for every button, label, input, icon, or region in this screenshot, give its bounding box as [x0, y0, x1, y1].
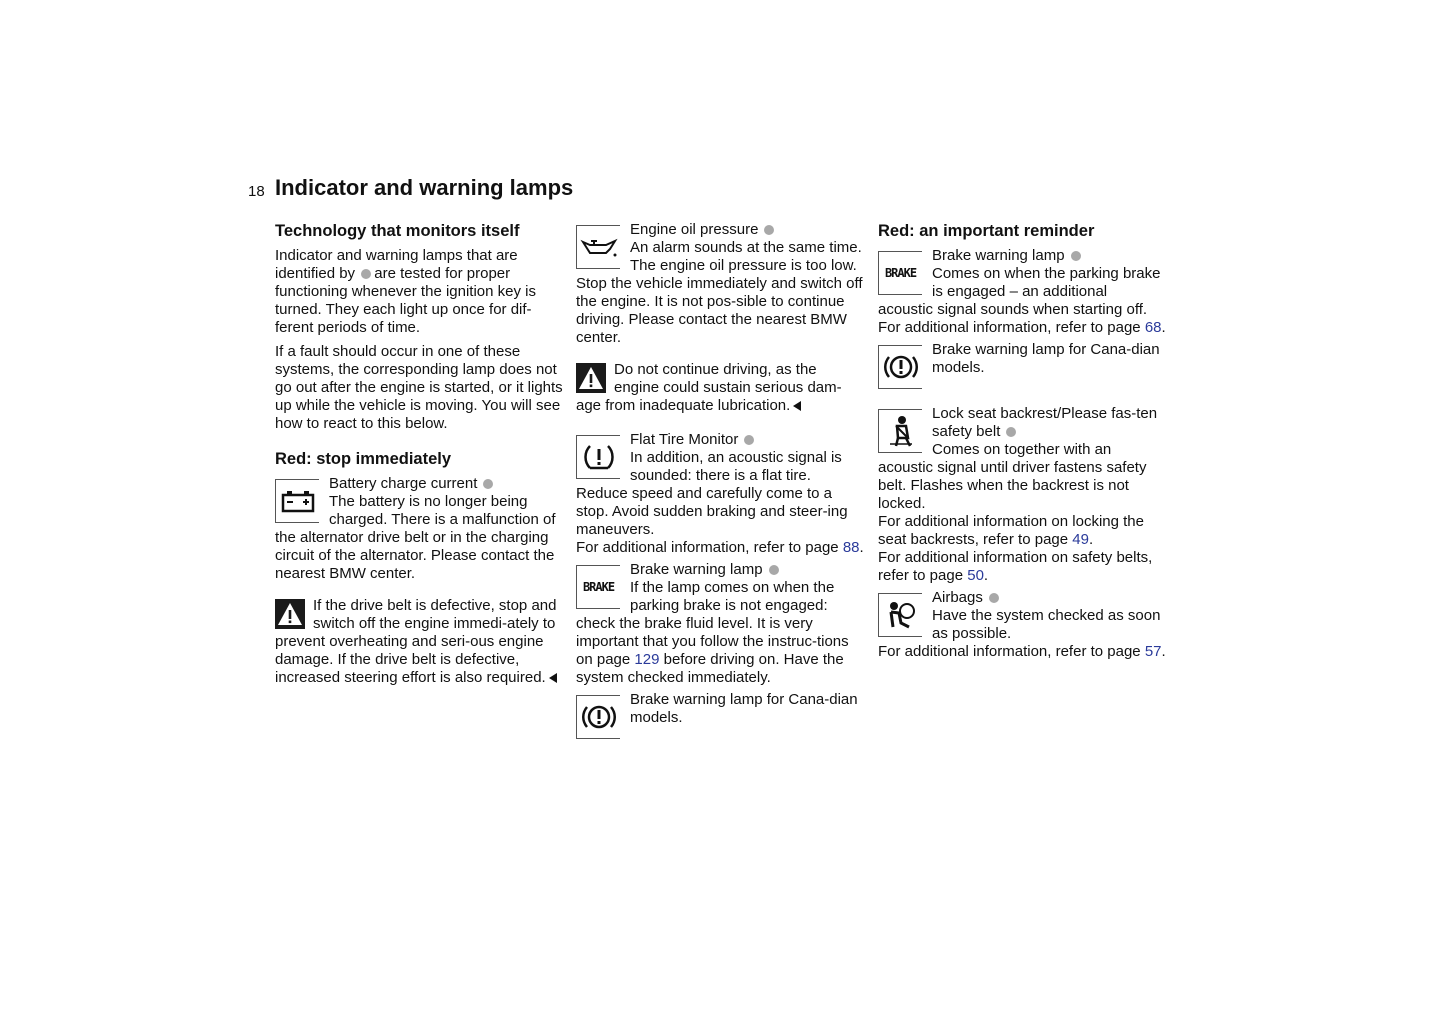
battery-icon [275, 479, 319, 523]
flat-tire-text: In addition, an acoustic signal is sounded: there is a flat tire. Reduce speed and carefully come to a stop. Avoid sudden braking and steer-ing maneuvers. [576, 449, 848, 538]
brake-circle-icon [878, 345, 922, 389]
warning-triangle-icon [275, 599, 305, 629]
brake-reminder-ref: For additional information, refer to page [878, 319, 1141, 336]
brake-word-label: BRAKE [582, 580, 615, 594]
brake-word-icon [878, 251, 922, 295]
tech-paragraph-1 [275, 247, 563, 337]
brake-reminder-entry: BRAKE Brake warning lamp Comes on when the parking brake is engaged – an additional acoustic signal sounds when starting off. For additional information, refer to page 68. [878, 247, 1166, 336]
battery-lamp-entry [275, 475, 563, 583]
flat-tire-icon [576, 435, 620, 479]
oil-warning [576, 361, 864, 415]
seat-belt-entry: Lock seat backrest/Please fas-ten safety belt Comes on together with an acoustic signal until driver fastens safety belt. Flashes when the backrest is not locked. For additional information on locking the seat backrests, refer to page 49. For additional information on safety belts, refer to page 50. [878, 405, 1158, 584]
brake-lamp-text-b: before driving on. Have the system checked immediately. [576, 651, 844, 686]
column-2 [576, 221, 864, 745]
airbag-ref: For additional information, refer to page [878, 643, 1141, 660]
tech-text-a: Indicator and warning lamps that are identified by [275, 247, 518, 282]
seat-belt-title: Lock seat backrest/Please fas-ten safety belt [932, 405, 1158, 440]
page-title: Indicator and warning lamps [275, 175, 574, 200]
warning-triangle-icon [576, 363, 606, 393]
indicator-dot-icon [483, 479, 493, 489]
battery-text: The battery is no longer being charged. There is a malfunction of the alternator drive belt or in the charging circuit of the alternator. Please contact the nearest BMW center. [275, 493, 556, 582]
brake-canada-reminder-text: Brake warning lamp for Cana-dian models. [932, 341, 1160, 376]
indicator-dot-icon [764, 225, 774, 235]
brake-canada-entry [576, 691, 864, 741]
brake-canada-reminder-entry [878, 341, 1166, 391]
brake-lamp-title: Brake warning lamp [630, 561, 763, 578]
page-number: 18 [248, 183, 265, 200]
battery-title: Battery charge current [329, 475, 478, 492]
indicator-dot-icon [769, 565, 779, 575]
page-link-50[interactable]: 50 [967, 567, 984, 584]
airbag-icon [878, 593, 922, 637]
oil-pressure-entry [576, 221, 864, 347]
brake-circle-icon [576, 695, 620, 739]
heading-technology: Technology that monitors itself [275, 222, 520, 240]
indicator-dot-icon [989, 593, 999, 603]
page-link-57[interactable]: 57 [1144, 643, 1162, 660]
indicator-dot-icon [744, 435, 754, 445]
indicator-dot-icon [1006, 427, 1016, 437]
seat-belt-text: Comes on together with an acoustic signal until driver fastens safety belt. Flashes when the backrest is not locked. [878, 441, 1147, 512]
airbag-title: Airbags [932, 589, 983, 606]
page-link-129[interactable]: 129 [634, 651, 660, 668]
heading-stop-immediately: Red: stop immediately [275, 450, 452, 468]
page-link-88[interactable]: 88 [842, 539, 860, 556]
end-mark-icon [793, 401, 801, 411]
drive-belt-warning [275, 597, 563, 687]
oil-can-icon [576, 225, 620, 269]
brake-canada-text: Brake warning lamp for Cana-dian models. [630, 691, 858, 726]
seat-belt-icon [878, 409, 922, 453]
brake-reminder-title: Brake warning lamp [932, 247, 1065, 264]
page-link-68[interactable]: 68 [1144, 319, 1162, 336]
seat-belt-ref-1: For additional information on locking the seat backrests, refer to page [878, 513, 1144, 548]
airbag-text: Have the system checked as soon as possible. [932, 607, 1161, 642]
oil-warning-text: Do not continue driving, as the engine could sustain serious dam-age from inadequate lubrication. [576, 361, 842, 414]
flat-tire-ref: For additional information, refer to page [576, 539, 839, 556]
brake-reminder-text: Comes on when the parking brake is engaged – an additional acoustic signal sounds when starting off. [878, 265, 1161, 318]
flat-tire-entry: Flat Tire Monitor In addition, an acoustic signal is sounded: there is a flat tire. Reduce speed and carefully come to a stop. Avoid sudden braking and steer-ing maneuvers. For additional information, refer to page 88. [576, 431, 864, 556]
indicator-dot-icon [1071, 251, 1081, 261]
tech-paragraph-2: If a fault should occur in one of these systems, the corresponding lamp does not go out after the engine is started, or it lights up while the vehicle is moving. You will see how to react to this below. [275, 343, 563, 432]
indicator-dot-icon [361, 269, 371, 279]
column-3 [878, 221, 1166, 665]
column-1 [275, 221, 563, 693]
page-link-49[interactable]: 49 [1072, 531, 1089, 548]
drive-belt-warning-text: If the drive belt is defective, stop and switch off the engine immedi-ately to prevent overheating and seri-ous engine damage. If the drive belt is defective, increased steering effort is also required. [275, 597, 557, 686]
tech-text-b: are tested for proper functioning whenever the ignition key is turned. They each light up once for dif-ferent periods of time. [275, 265, 536, 336]
airbag-entry: Airbags Have the system checked as soon as possible. For additional information, refer to page 57. [878, 589, 1166, 660]
oil-pressure-title: Engine oil pressure [630, 221, 759, 238]
seat-belt-ref-2: For additional information on safety belts, refer to page [878, 549, 1153, 584]
brake-word-label: BRAKE [884, 266, 917, 280]
flat-tire-title: Flat Tire Monitor [630, 431, 739, 448]
oil-pressure-text: An alarm sounds at the same time. The engine oil pressure is too low. Stop the vehicle immediately and switch off the engine. It is not pos-sible to continue driving. Please contact the nearest BMW center. [576, 239, 863, 346]
brake-lamp-text-a: If the lamp comes on when the parking brake is not engaged: check the brake fluid level. It is very important that you follow the instruc-tions on page [576, 579, 849, 668]
brake-word-icon [576, 565, 620, 609]
end-mark-icon [549, 673, 557, 683]
brake-lamp-entry [576, 561, 864, 687]
heading-important-reminder: Red: an important reminder [878, 222, 1095, 240]
